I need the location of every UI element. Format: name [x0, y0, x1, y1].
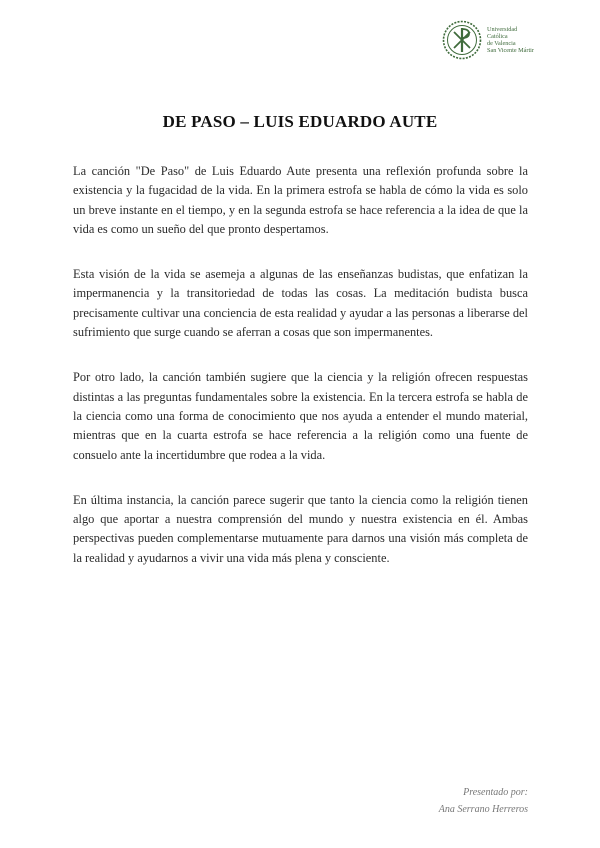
footer-author: Ana Serrano Herreros — [438, 804, 528, 815]
logo-wordmark — [487, 26, 543, 54]
document-body — [73, 162, 528, 594]
footer-label: Presentado por: — [463, 787, 528, 798]
footer-credits — [439, 784, 528, 818]
paragraph-4: En última instancia, la canción parece sugerir que tanto la ciencia como la religión tienen algo que aportar a nuestra comprensión del mundo y nuestra existencia en él. Ambas perspectivas pueden complementarse mutuamente para darnos una visión más completa de la realidad y ayudarnos a vivir una vida más plena y consciente. — [73, 492, 528, 565]
logo-line: San Vicente Mártir — [487, 47, 534, 54]
paragraph-3: Por otro lado, la canción también sugiere que la ciencia y la religión ofrecen respuestas distintas a las preguntas fundamentales sobre la existencia. En la tercera estrofa se habla de la ciencia como una forma de conocimiento que nos ayuda a entender el mundo material, mientras que en la cuarta estrofa se hace referencia a la religión como una fuente de consuelo ante la incertidumbre que rodea a la vida. — [73, 370, 528, 462]
logo-line: Católica — [487, 33, 508, 40]
page-title: DE PASO – LUIS EDUARDO AUTE — [162, 112, 438, 131]
paragraph-1: La canción "De Paso" de Luis Eduardo Aute presenta una reflexión profunda sobre la existencia y la fugacidad de la vida. En la primera estrofa se habla de cómo la vida es solo un breve instante en el tiempo, y en la segunda estrofa se hace referencia a la idea de que la vida es como un sueño del que pronto despertamos. — [73, 164, 528, 236]
logo-line: Universidad — [487, 26, 518, 33]
logo-line: de Valencia — [487, 40, 516, 47]
university-logo — [442, 20, 543, 60]
chi-rho-seal-icon — [442, 20, 482, 60]
paragraph-2: Esta visión de la vida se asemeja a algunas de las enseñanzas budistas, que enfatizan la impermanencia y la transitoriedad de todas las cosas. La meditación budista busca precisamente cultivar una conciencia de esta realidad y ayudar a las personas a liberarse del sufrimiento que surge cuando se aferran a cosas que son impermanentes. — [73, 267, 528, 340]
